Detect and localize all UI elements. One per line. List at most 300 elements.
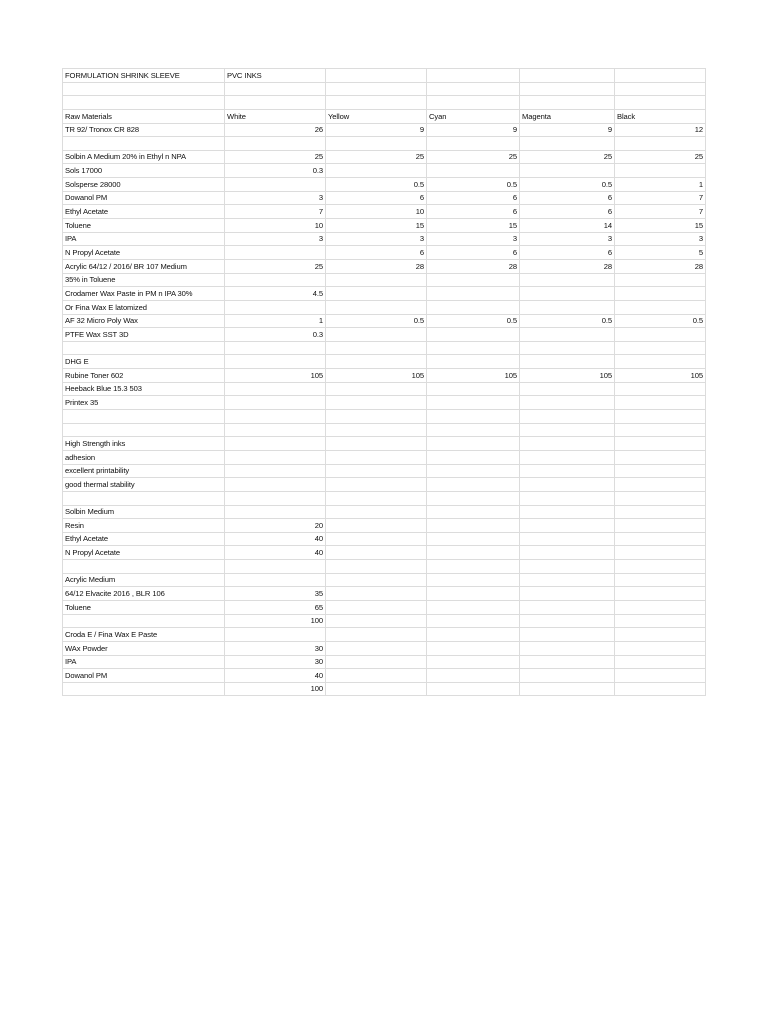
material-name-cell[interactable] [63,423,225,437]
value-cell[interactable] [326,82,427,96]
value-cell[interactable] [427,614,520,628]
value-cell[interactable]: 100 [225,682,326,696]
value-cell[interactable]: 100 [225,614,326,628]
material-name-cell[interactable]: Toluene [63,600,225,614]
value-cell[interactable] [615,532,706,546]
value-cell[interactable] [225,273,326,287]
value-cell[interactable] [520,532,615,546]
material-name-cell[interactable]: N Propyl Acetate [63,246,225,260]
table-row [63,232,706,246]
material-name-cell[interactable]: WAx Powder [63,641,225,655]
material-name-cell[interactable] [63,491,225,505]
value-cell[interactable] [615,164,706,178]
sheet-subtitle-cell[interactable] [615,69,706,83]
value-cell[interactable] [520,437,615,451]
value-cell[interactable] [615,328,706,342]
value-cell[interactable] [427,641,520,655]
value-cell[interactable]: 6 [520,205,615,219]
material-name-cell[interactable] [63,614,225,628]
value-cell[interactable] [427,410,520,424]
value-cell[interactable]: 28 [615,259,706,273]
value-cell[interactable]: 0.5 [520,178,615,192]
value-cell[interactable]: 12 [615,123,706,137]
value-cell[interactable] [520,96,615,110]
value-cell[interactable] [326,600,427,614]
material-name-cell[interactable] [63,560,225,574]
value-cell[interactable]: 0.5 [326,314,427,328]
value-cell[interactable]: 9 [326,123,427,137]
value-cell[interactable]: 65 [225,600,326,614]
material-name-cell[interactable] [63,410,225,424]
value-cell[interactable] [427,682,520,696]
value-cell[interactable]: 6 [326,191,427,205]
material-name-cell[interactable]: Croda E / Fina Wax E Paste [63,628,225,642]
value-cell[interactable] [326,655,427,669]
value-cell[interactable] [225,410,326,424]
value-cell[interactable]: 105 [427,369,520,383]
value-cell[interactable] [225,382,326,396]
formulation-spreadsheet [62,68,706,696]
value-cell[interactable] [427,273,520,287]
value-cell[interactable] [326,532,427,546]
value-cell[interactable] [225,82,326,96]
material-name-cell[interactable]: Ethyl Acetate [63,205,225,219]
material-name-cell[interactable] [63,96,225,110]
table-row [63,641,706,655]
value-cell[interactable]: 3 [225,232,326,246]
table-row [63,341,706,355]
material-name-cell[interactable]: good thermal stability [63,478,225,492]
value-cell[interactable] [520,410,615,424]
value-cell[interactable]: 6 [427,191,520,205]
value-cell[interactable] [520,396,615,410]
value-cell[interactable] [520,164,615,178]
value-cell[interactable] [520,573,615,587]
value-cell[interactable] [615,587,706,601]
value-cell[interactable]: 26 [225,123,326,137]
table-row [63,314,706,328]
value-cell[interactable] [326,287,427,301]
value-cell[interactable] [326,137,427,151]
material-name-cell[interactable]: Acrylic Medium [63,573,225,587]
value-cell[interactable]: 3 [520,232,615,246]
value-cell[interactable] [520,614,615,628]
value-cell[interactable] [326,164,427,178]
material-name-cell[interactable]: adhesion [63,450,225,464]
value-cell[interactable] [615,600,706,614]
table-row [63,178,706,192]
value-cell[interactable] [615,628,706,642]
table-row [63,587,706,601]
value-cell[interactable] [427,573,520,587]
value-cell[interactable] [427,423,520,437]
material-name-cell[interactable] [63,137,225,151]
value-cell[interactable]: 105 [615,369,706,383]
value-cell[interactable] [615,560,706,574]
value-cell[interactable]: 105 [520,369,615,383]
value-cell[interactable]: 25 [615,150,706,164]
value-cell[interactable] [326,355,427,369]
value-cell[interactable]: 25 [427,150,520,164]
value-cell[interactable] [326,519,427,533]
value-cell[interactable] [326,328,427,342]
material-name-cell[interactable]: excellent printability [63,464,225,478]
value-cell[interactable] [225,478,326,492]
column-header-cell[interactable]: White [225,109,326,123]
material-name-cell[interactable]: AF 32 Micro Poly Wax [63,314,225,328]
value-cell[interactable] [326,273,427,287]
value-cell[interactable] [615,410,706,424]
value-cell[interactable] [427,300,520,314]
value-cell[interactable]: 7 [225,205,326,219]
value-cell[interactable] [615,655,706,669]
value-cell[interactable] [326,641,427,655]
value-cell[interactable] [520,505,615,519]
column-header-cell[interactable]: Yellow [326,109,427,123]
value-cell[interactable]: 9 [427,123,520,137]
table-row [63,191,706,205]
value-cell[interactable] [615,96,706,110]
value-cell[interactable] [615,396,706,410]
value-cell[interactable] [326,478,427,492]
value-cell[interactable] [615,287,706,301]
value-cell[interactable]: 6 [326,246,427,260]
material-name-cell[interactable]: DHG E [63,355,225,369]
table-row [63,600,706,614]
value-cell[interactable]: 20 [225,519,326,533]
value-cell[interactable] [326,96,427,110]
column-header-cell[interactable]: Magenta [520,109,615,123]
material-name-cell[interactable]: IPA [63,232,225,246]
value-cell[interactable]: 0.5 [326,178,427,192]
value-cell[interactable] [520,546,615,560]
value-cell[interactable]: 15 [326,219,427,233]
value-cell[interactable] [427,519,520,533]
material-name-cell[interactable]: High Strength inks [63,437,225,451]
value-cell[interactable] [427,82,520,96]
value-cell[interactable] [326,614,427,628]
material-name-cell[interactable]: TR 92/ Tronox CR 828 [63,123,225,137]
value-cell[interactable]: 10 [225,219,326,233]
value-cell[interactable]: 7 [615,191,706,205]
value-cell[interactable]: 30 [225,655,326,669]
material-name-cell[interactable]: IPA [63,655,225,669]
value-cell[interactable]: 1 [225,314,326,328]
material-name-cell[interactable]: Solsperse 28000 [63,178,225,192]
value-cell[interactable]: 25 [225,150,326,164]
value-cell[interactable] [427,546,520,560]
value-cell[interactable] [427,560,520,574]
value-cell[interactable] [427,96,520,110]
value-cell[interactable] [520,669,615,683]
value-cell[interactable] [225,396,326,410]
value-cell[interactable]: 1 [615,178,706,192]
value-cell[interactable] [225,423,326,437]
value-cell[interactable] [520,464,615,478]
value-cell[interactable] [427,464,520,478]
value-cell[interactable]: 28 [427,259,520,273]
material-name-cell[interactable]: Raw Materials [63,109,225,123]
value-cell[interactable]: 25 [326,150,427,164]
material-name-cell[interactable]: Ethyl Acetate [63,532,225,546]
value-cell[interactable]: 6 [427,246,520,260]
value-cell[interactable] [326,573,427,587]
value-cell[interactable] [427,600,520,614]
material-name-cell[interactable] [63,82,225,96]
value-cell[interactable] [615,491,706,505]
table-row [63,614,706,628]
value-cell[interactable] [615,505,706,519]
value-cell[interactable] [615,478,706,492]
table-row [63,450,706,464]
value-cell[interactable] [615,614,706,628]
value-cell[interactable] [427,505,520,519]
value-cell[interactable] [615,273,706,287]
value-cell[interactable]: 3 [225,191,326,205]
value-cell[interactable]: 25 [520,150,615,164]
table-row [63,205,706,219]
value-cell[interactable] [326,450,427,464]
table-row [63,355,706,369]
value-cell[interactable] [427,328,520,342]
value-cell[interactable]: 15 [427,219,520,233]
value-cell[interactable] [427,437,520,451]
value-cell[interactable]: 9 [520,123,615,137]
material-name-cell[interactable]: Printex 35 [63,396,225,410]
value-cell[interactable] [225,437,326,451]
material-name-cell[interactable]: Dowanol PM [63,191,225,205]
value-cell[interactable] [615,519,706,533]
sheet-subtitle-cell[interactable]: PVC INKS [225,69,326,83]
value-cell[interactable]: 0.5 [615,314,706,328]
value-cell[interactable] [225,505,326,519]
material-name-cell[interactable]: Sols 17000 [63,164,225,178]
value-cell[interactable] [225,573,326,587]
value-cell[interactable] [615,464,706,478]
value-cell[interactable] [520,382,615,396]
value-cell[interactable]: 25 [225,259,326,273]
value-cell[interactable] [225,450,326,464]
material-name-cell[interactable]: 35% in Toluene [63,273,225,287]
value-cell[interactable]: 105 [225,369,326,383]
value-cell[interactable] [520,682,615,696]
value-cell[interactable]: 0.5 [427,314,520,328]
value-cell[interactable] [427,137,520,151]
value-cell[interactable] [520,478,615,492]
material-name-cell[interactable]: Or Fina Wax E latomized [63,300,225,314]
value-cell[interactable] [326,628,427,642]
material-name-cell[interactable]: Solbin Medium [63,505,225,519]
value-cell[interactable] [326,396,427,410]
table-row [63,532,706,546]
value-cell[interactable]: 35 [225,587,326,601]
value-cell[interactable]: 6 [520,191,615,205]
value-cell[interactable] [520,82,615,96]
value-cell[interactable]: 105 [326,369,427,383]
material-name-cell[interactable] [63,682,225,696]
value-cell[interactable] [615,82,706,96]
value-cell[interactable] [326,423,427,437]
value-cell[interactable] [520,519,615,533]
value-cell[interactable] [225,355,326,369]
value-cell[interactable] [225,178,326,192]
value-cell[interactable] [427,655,520,669]
value-cell[interactable] [225,246,326,260]
value-cell[interactable] [520,341,615,355]
value-cell[interactable] [326,587,427,601]
table-row [63,669,706,683]
value-cell[interactable]: 28 [520,259,615,273]
value-cell[interactable] [520,641,615,655]
value-cell[interactable] [615,341,706,355]
value-cell[interactable] [615,423,706,437]
value-cell[interactable] [520,355,615,369]
value-cell[interactable]: 30 [225,641,326,655]
value-cell[interactable]: 40 [225,532,326,546]
value-cell[interactable] [427,355,520,369]
material-name-cell[interactable]: Dowanol PM [63,669,225,683]
value-cell[interactable]: 3 [427,232,520,246]
value-cell[interactable] [520,491,615,505]
material-name-cell[interactable]: N Propyl Acetate [63,546,225,560]
value-cell[interactable]: 3 [615,232,706,246]
value-cell[interactable] [427,396,520,410]
value-cell[interactable]: 15 [615,219,706,233]
value-cell[interactable] [326,437,427,451]
material-name-cell[interactable]: Crodamer Wax Paste in PM n IPA 30% [63,287,225,301]
table-row [63,382,706,396]
value-cell[interactable] [225,491,326,505]
table-row [63,287,706,301]
value-cell[interactable] [427,532,520,546]
value-cell[interactable] [615,682,706,696]
value-cell[interactable] [427,628,520,642]
value-cell[interactable] [615,382,706,396]
column-header-cell[interactable]: Black [615,109,706,123]
value-cell[interactable] [326,464,427,478]
value-cell[interactable] [326,546,427,560]
table-row [63,560,706,574]
value-cell[interactable] [427,478,520,492]
value-cell[interactable] [520,287,615,301]
value-cell[interactable] [225,341,326,355]
value-cell[interactable] [326,682,427,696]
value-cell[interactable] [427,341,520,355]
value-cell[interactable] [520,450,615,464]
material-name-cell[interactable]: Rubine Toner 602 [63,369,225,383]
value-cell[interactable]: 4.5 [225,287,326,301]
material-name-cell[interactable]: Solbin A Medium 20% in Ethyl n NPA [63,150,225,164]
value-cell[interactable]: 0.3 [225,328,326,342]
sheet-subtitle-cell[interactable] [520,69,615,83]
table-row [63,437,706,451]
value-cell[interactable] [225,560,326,574]
value-cell[interactable] [520,560,615,574]
material-name-cell[interactable]: PTFE Wax SST 3D [63,328,225,342]
table-row [63,505,706,519]
table-row [63,259,706,273]
value-cell[interactable] [427,450,520,464]
value-cell[interactable]: 40 [225,669,326,683]
material-name-cell[interactable] [63,341,225,355]
value-cell[interactable]: 0.5 [427,178,520,192]
value-cell[interactable] [427,164,520,178]
value-cell[interactable] [427,491,520,505]
value-cell[interactable] [615,573,706,587]
value-cell[interactable] [225,464,326,478]
value-cell[interactable] [520,273,615,287]
value-cell[interactable] [326,300,427,314]
sheet-title-cell[interactable]: FORMULATION SHRINK SLEEVE [63,69,225,83]
value-cell[interactable] [615,300,706,314]
value-cell[interactable] [520,600,615,614]
value-cell[interactable] [520,655,615,669]
value-cell[interactable] [615,137,706,151]
value-cell[interactable] [520,587,615,601]
value-cell[interactable] [225,137,326,151]
value-cell[interactable] [326,341,427,355]
value-cell[interactable] [225,628,326,642]
material-name-cell[interactable]: Resin [63,519,225,533]
value-cell[interactable] [326,382,427,396]
material-name-cell[interactable]: Toluene [63,219,225,233]
value-cell[interactable] [615,641,706,655]
material-name-cell[interactable]: Heeback Blue 15.3 503 [63,382,225,396]
table-row [63,478,706,492]
value-cell[interactable] [427,382,520,396]
value-cell[interactable] [326,491,427,505]
sheet-subtitle-cell[interactable] [427,69,520,83]
value-cell[interactable] [326,505,427,519]
value-cell[interactable] [326,560,427,574]
value-cell[interactable] [615,355,706,369]
value-cell[interactable]: 14 [520,219,615,233]
sheet-subtitle-cell[interactable] [326,69,427,83]
value-cell[interactable]: 5 [615,246,706,260]
value-cell[interactable]: 40 [225,546,326,560]
material-name-cell[interactable]: Acrylic 64/12 / 2016/ BR 107 Medium [63,259,225,273]
value-cell[interactable]: 28 [326,259,427,273]
value-cell[interactable]: 0.3 [225,164,326,178]
value-cell[interactable] [520,300,615,314]
material-name-cell[interactable]: 64/12 Elvacite 2016 , BLR 106 [63,587,225,601]
table-row [63,546,706,560]
value-cell[interactable] [326,669,427,683]
value-cell[interactable] [427,287,520,301]
value-cell[interactable]: 6 [520,246,615,260]
value-cell[interactable] [427,587,520,601]
column-header-cell[interactable]: Cyan [427,109,520,123]
value-cell[interactable] [520,628,615,642]
value-cell[interactable] [520,328,615,342]
value-cell[interactable]: 3 [326,232,427,246]
value-cell[interactable] [615,669,706,683]
value-cell[interactable]: 10 [326,205,427,219]
value-cell[interactable] [615,450,706,464]
value-cell[interactable] [615,546,706,560]
table-row [63,655,706,669]
value-cell[interactable] [520,423,615,437]
value-cell[interactable] [427,669,520,683]
value-cell[interactable] [225,96,326,110]
value-cell[interactable] [615,437,706,451]
value-cell[interactable]: 0.5 [520,314,615,328]
value-cell[interactable] [326,410,427,424]
value-cell[interactable] [520,137,615,151]
value-cell[interactable]: 6 [427,205,520,219]
value-cell[interactable]: 7 [615,205,706,219]
value-cell[interactable] [225,300,326,314]
